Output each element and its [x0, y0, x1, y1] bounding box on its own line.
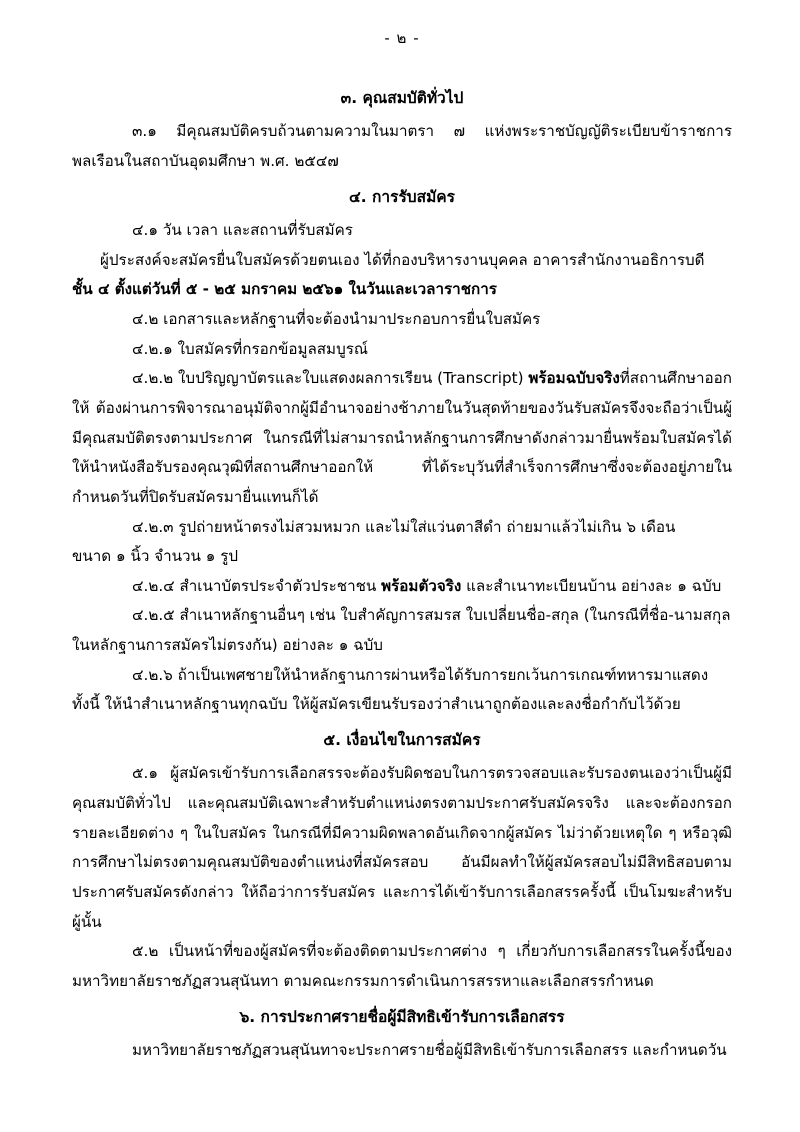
- registration-suffix: ในวันและเวลาราชการ: [343, 280, 497, 299]
- section-4-note: ทั้งนี้ ให้นำสำเนาหลักฐานทุกฉบับ ให้ผู้สมัครเขียนรับรองว่าสำเนาถูกต้องและลงชื่อกำกับไว้ด้วย: [72, 695, 681, 714]
- section-4-item-424: [72, 572, 732, 602]
- section-4-item-425: ๔.๒.๕ สำเนาหลักฐานอื่นๆ เช่น ใบสำคัญการสมรส ใบเปลี่ยนชื่อ-สกุล (ในกรณีที่ชื่อ-นามสกุล: [132, 606, 731, 625]
- section-4-item-41-detail: ผู้ประสงค์จะสมัครยื่นใบสมัครด้วยตนเอง ได้ที่กองบริหารงานบุคคล อาคารสำนักงานอธิการบดี: [100, 250, 705, 269]
- item-422-bold: พร้อมฉบับจริง: [528, 369, 620, 388]
- section-5-item-52: ๕.๒ เป็นหน้าที่ของผู้สมัครที่จะต้องติดตามประกาศต่าง ๆ เกี่ยวกับการเลือกสรรในครั้งนี้ของมหาวิทยาลัยราชภัฏสวนสุนันทา ตามคณะกรรมการดำเนินการสรรหาและเลือกสรรกำหนด: [72, 942, 732, 990]
- item-422-prefix: ๔.๒.๒ ใบปริญญาบัตรและใบแสดงผลการเรียน (Transcript): [132, 369, 529, 388]
- item-422-suffix: ที่สถานศึกษาออกให้ ต้องผ่านการพิจารณาอนุมัติจากผู้มีอำนาจอย่างช้าภายในวันสุดท้ายของวันรับสมัครจึงจะถือว่าเป็นผู้มีคุณสมบัติตรงตามประกาศ ในกรณีที่ไม่สามารถนำหลักฐานการศึกษาดังกล่าวมายื่นพร้อมใบสมัครได้ ให้นำหนังสือรับรองคุณวุฒิที่สถานศึกษาออกให้ ที่ได้ระบุวันที่สำเร็จการศึกษาซึ่งจะต้องอยู่ภายในกำหนดวันที่ปิดรับสมัครมายื่นแทนก็ได้: [72, 369, 732, 506]
- section-6-heading: ๖. การประกาศรายชื่อผู้มีสิทธิเข้ารับการเลือกสรร: [239, 1007, 565, 1026]
- section-4-item-41: ๔.๑ วัน เวลา และสถานที่รับสมัคร: [132, 221, 353, 240]
- section-4-item-426: ๔.๒.๖ ถ้าเป็นเพศชายให้นำหลักฐานการผ่านหรือได้รับการยกเว้นการเกณฑ์ทหารมาแสดง: [132, 665, 709, 684]
- section-4-item-422: [72, 364, 732, 512]
- section-4-item-425-cont: ในหลักฐานการสมัครไม่ตรงกัน) อย่างละ ๑ ฉบับ: [72, 636, 383, 655]
- document-body: [72, 26, 732, 1066]
- registration-prefix: ชั้น ๔: [72, 280, 115, 299]
- section-6-paragraph-1: มหาวิทยาลัยราชภัฏสวนสุนันทาจะประกาศรายชื่อผู้มีสิทธิเข้ารับการเลือกสรร และกำหนดวัน: [132, 1041, 727, 1060]
- section-4-item-421: ๔.๒.๑ ใบสมัครที่กรอกข้อมูลสมบูรณ์: [132, 339, 368, 358]
- section-3-paragraph-1: ๓.๑ มีคุณสมบัติครบถ้วนตามความในมาตรา ๗ แห่งพระราชบัญญัติระเบียบข้าราชการพลเรือนในสถาบันอุดมศึกษา พ.ศ. ๒๕๔๗: [72, 122, 732, 171]
- section-4-heading: ๔. การรับสมัคร: [349, 187, 455, 206]
- section-4-item-423-cont: ขนาด ๑ นิ้ว จำนวน ๑ รูป: [72, 547, 239, 566]
- item-424-bold: พร้อมตัวจริง: [381, 576, 462, 595]
- section-3-heading: ๓. คุณสมบัติทั่วไป: [340, 89, 464, 107]
- page-number: - ๒ -: [384, 29, 420, 47]
- section-5-heading: ๕. เงื่อนไขในการสมัคร: [323, 731, 481, 750]
- item-424-suffix: และสำเนาทะเบียนบ้าน อย่างละ ๑ ฉบับ: [461, 576, 722, 595]
- item-424-prefix: ๔.๒.๔ สำเนาบัตรประจำตัวประชาชน: [132, 576, 382, 595]
- registration-dates-bold: ตั้งแต่วันที่ ๕ - ๒๕ มกราคม ๒๕๖๑: [114, 280, 344, 299]
- section-5-item-51: ๕.๑ ผู้สมัครเข้ารับการเลือกสรรจะต้องรับผิดชอบในการตรวจสอบและรับรองตนเองว่าเป็นผู้มีคุณสมบัติทั่วไป และคุณสมบัติเฉพาะสำหรับตำแหน่งตรงตามประกาศรับสมัครจริง และจะต้องกรอกรายละเอียดต่าง ๆ ในใบสมัคร ในกรณีที่มีความผิดพลาดอันเกิดจากผู้สมัคร ไม่ว่าด้วยเหตุใด ๆ หรือวุฒิการศึกษาไม่ตรงตามคุณสมบัติของตำแหน่งที่สมัครสอบ อันมีผลทำให้ผู้สมัครสอบไม่มีสิทธิสอบตามประกาศรับสมัครดังกล่าว ให้ถือว่าการรับสมัคร และการได้เข้ารับการเลือกสรรครั้งนี้ เป็นโมฆะสำหรับผู้นั้น: [72, 764, 732, 931]
- section-4-item-423: ๔.๒.๓ รูปถ่ายหน้าตรงไม่สวมหมวก และไม่ใส่แว่นตาสีดำ ถ่ายมาแล้วไม่เกิน ๖ เดือน: [132, 517, 676, 536]
- section-4-registration-dates: [72, 275, 732, 305]
- section-4-item-42: ๔.๒ เอกสารและหลักฐานที่จะต้องนำมาประกอบการยื่นใบสมัคร: [132, 310, 541, 329]
